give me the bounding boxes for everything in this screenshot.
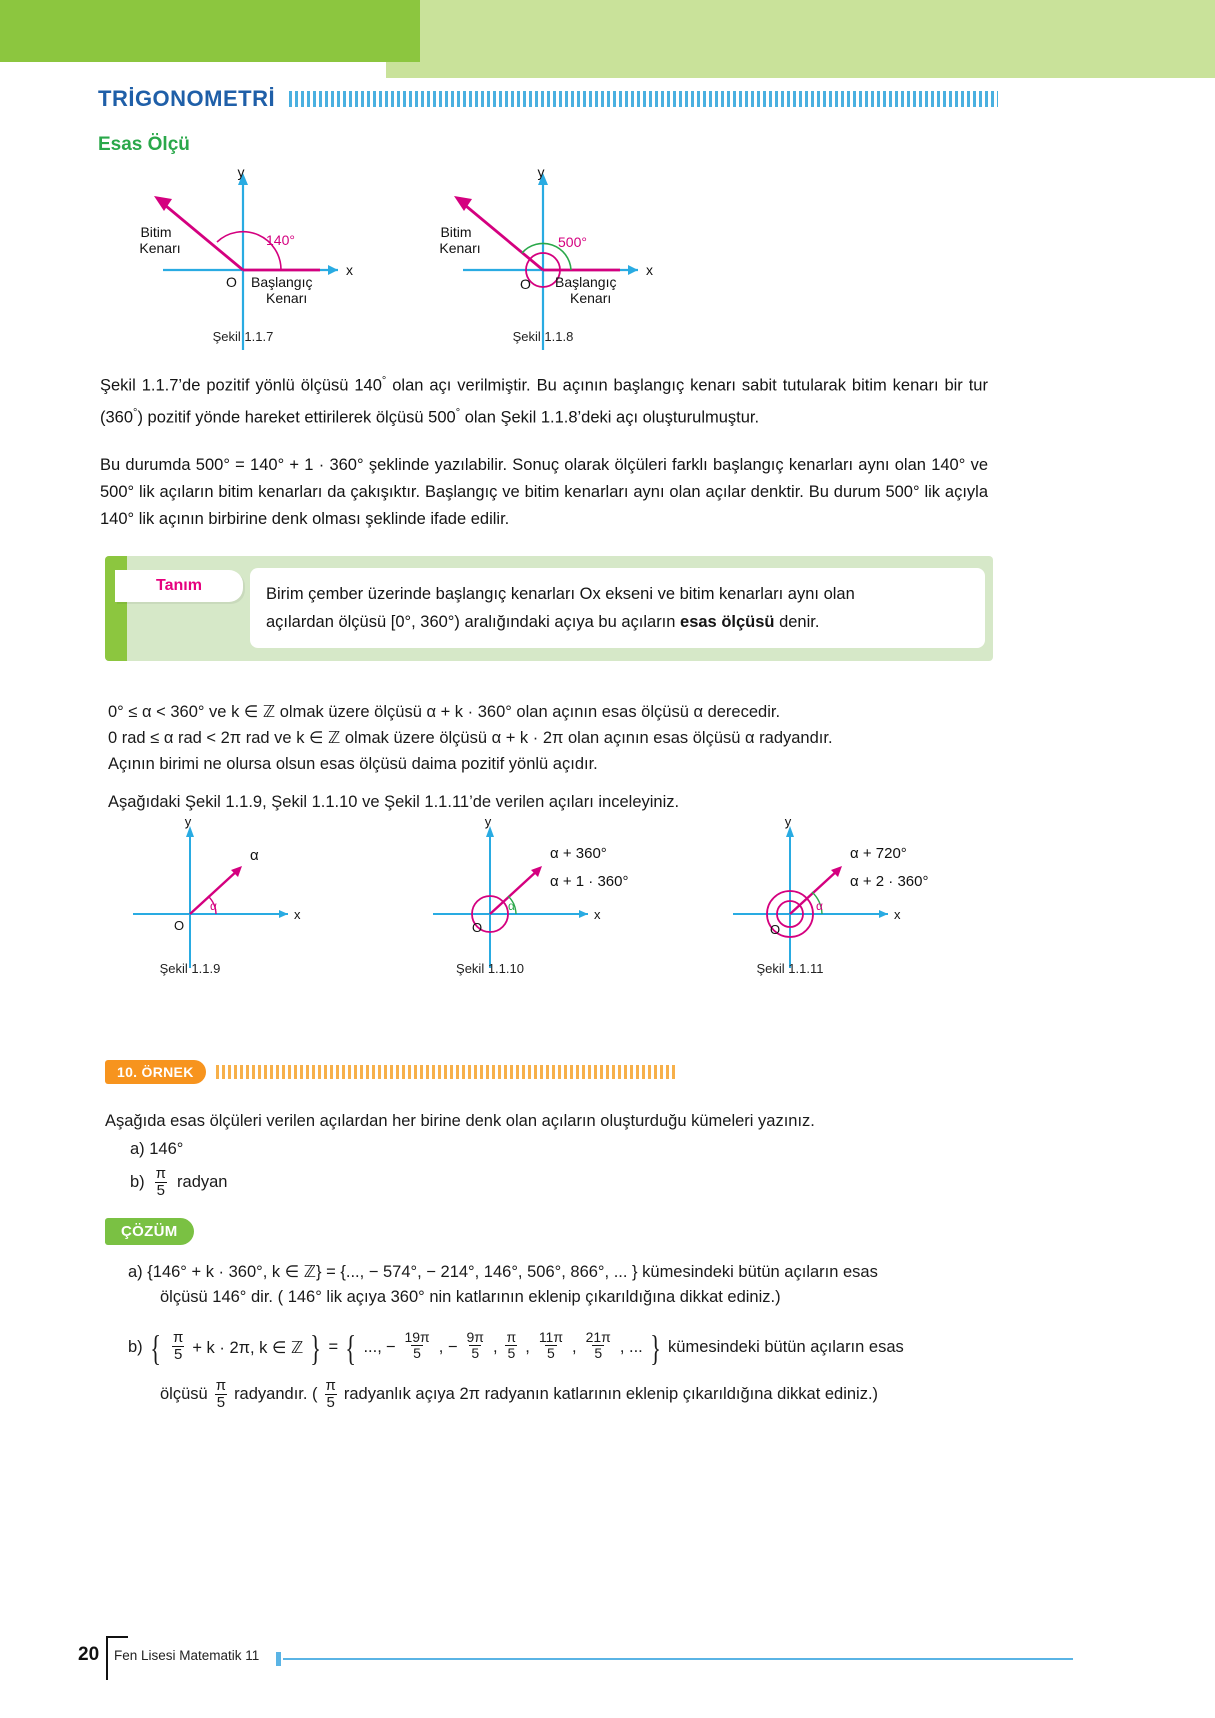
p2-equation: 500° = 140° + 1 · 360°: [195, 456, 364, 474]
figure-caption-1-1-8: Şekil 1.1.8: [512, 329, 574, 344]
start-side-label-line2: Kenarı: [570, 290, 612, 306]
solution-a-tail: kümesindeki bütün açıların esas: [642, 1263, 878, 1281]
example-banner: [105, 1058, 995, 1086]
angle-label-140: 140°: [266, 232, 295, 248]
definition-tab-label: Tanım: [115, 570, 243, 602]
solution-b-label: b): [128, 1338, 143, 1356]
axis-label-x: x: [346, 262, 353, 278]
definition-box: [105, 556, 993, 661]
figure-1-1-10-label-top: α + 360°: [550, 845, 607, 862]
fraction-numerator: π: [172, 1329, 184, 1346]
degree-sign: °: [455, 406, 461, 419]
fraction-numerator: π: [506, 1329, 517, 1345]
figure-caption-1-1-11: Şekil 1.1.11: [756, 961, 824, 976]
figure-caption-1-1-7: Şekil 1.1.7: [212, 329, 274, 344]
example-item-a: a) 146°: [130, 1140, 184, 1158]
example-tag: 10. ÖRNEK: [105, 1060, 206, 1084]
solution-item-b-line2: [160, 1378, 1010, 1411]
fraction-denominator: 5: [547, 1344, 555, 1361]
solution-a2-val2: 146°: [287, 1288, 322, 1306]
example-item-b-suffix: radyan: [177, 1172, 228, 1191]
b-item-5-sign: ,: [572, 1338, 577, 1356]
axis-label-y: y: [784, 818, 792, 829]
solution-b-set-rest: + k · 2π, k ∈ ℤ: [192, 1339, 304, 1357]
fraction-denominator: 5: [156, 1181, 166, 1199]
p1-tour: (360: [100, 408, 134, 426]
fraction-numerator: π: [325, 1377, 336, 1394]
p2-val2: 500°: [100, 483, 135, 501]
axis-label-y: y: [184, 818, 192, 829]
p1-seg4: olan Şekil 1.1.8’deki açı oluşturulmuştur.: [460, 408, 760, 426]
paragraph-1: [100, 368, 988, 431]
solution-b-fraction-pi-5: [171, 1330, 185, 1363]
fraction-denominator: 5: [173, 1345, 183, 1363]
b-item-2-fraction: [465, 1330, 486, 1360]
p1-seg3: ) pozitif yönde hareket ettirilerek ölçüsü: [137, 408, 429, 426]
fraction-numerator: 11π: [538, 1329, 564, 1345]
solution-item-a-line1: [128, 1258, 998, 1287]
figure-1-1-7-and-1-1-8: [98, 165, 998, 350]
b-item-1-sign: −: [385, 1338, 396, 1356]
solution-b2-fraction-1: [214, 1378, 228, 1411]
p2-seg3: ve: [965, 456, 988, 474]
origin-label: O: [472, 920, 483, 935]
degree-sign: °: [133, 406, 138, 419]
fraction-denominator: 5: [216, 1393, 226, 1411]
fraction-numerator: 21π: [585, 1329, 611, 1345]
fraction-numerator: π: [155, 1165, 167, 1182]
origin-label: O: [520, 276, 531, 292]
p2-seg4: lik açıların bitim kenarları da çakışıktır. Başlangıç ve bitim kenarları aynı olan açılar denktir. Bu durum: [134, 483, 886, 501]
fraction-denominator: 5: [594, 1344, 603, 1361]
footer-vertical-rule: [106, 1636, 108, 1680]
header-dash-rule: [289, 91, 998, 107]
right-brace-close: }: [650, 1328, 661, 1368]
footer-book-title: Fen Lisesi Matematik 11: [114, 1648, 260, 1663]
example-item-b: [130, 1166, 227, 1199]
axis-label-y: y: [237, 165, 245, 180]
b-item-2-sign: , −: [438, 1338, 458, 1356]
subsection-title: Esas Ölçü: [98, 134, 190, 155]
axis-label-x: x: [294, 907, 301, 922]
definition-line1: Birim çember üzerinde başlangıç kenarları Ox ekseni ve bitim kenarları aynı olan: [266, 585, 855, 603]
definition-line2-b: aralığındaki açıya bu açıların: [459, 613, 681, 631]
solution-tag: ÇÖZÜM: [105, 1218, 194, 1245]
p1-deg2: 500: [428, 408, 456, 426]
figure-caption-1-1-9: Şekil 1.1.9: [159, 961, 221, 976]
figure-1-1-11-label-top: α + 720°: [850, 845, 907, 862]
top-banner-light: [420, 0, 1215, 78]
solution-b2-pre: ölçüsü: [160, 1384, 208, 1403]
axis-label-x: x: [646, 262, 653, 278]
figure-row-bottom: [98, 818, 998, 988]
definition-text-card: [250, 568, 985, 648]
origin-label: O: [226, 274, 237, 290]
b-item-4-fraction: [537, 1330, 565, 1360]
definition-line2-c: denir.: [774, 613, 820, 631]
figures-1-1-9-to-1-1-11: [98, 818, 998, 988]
p2-val3: 500°: [885, 483, 920, 501]
b-item-4-sign: ,: [525, 1338, 530, 1356]
example-item-b-prefix: b): [130, 1172, 145, 1191]
start-side-label-line2: Kenarı: [266, 290, 308, 306]
degree-sign: °: [381, 375, 387, 387]
figure-1-1-9-label: α: [250, 847, 259, 864]
b-item-1-fraction: [402, 1330, 431, 1360]
solution-a2-tail: nin katlarının eklenip çıkarıldığına dikkat ediniz.): [424, 1288, 781, 1306]
solution-a-set-left: {146° + k · 360°, k ∈ ℤ}: [147, 1263, 322, 1281]
inner-angle-label: α: [816, 899, 823, 913]
solution-item-a-line2: [160, 1288, 1000, 1307]
fraction-denominator: 5: [413, 1344, 421, 1361]
solution-item-b-line1: [128, 1330, 1008, 1366]
inner-angle-label: α: [508, 899, 515, 913]
fraction-numerator: 9π: [466, 1329, 484, 1345]
figure-caption-1-1-10: Şekil 1.1.10: [456, 961, 524, 976]
solution-b-equals: =: [328, 1338, 339, 1356]
math-rule-degrees: 0° ≤ α < 360° ve k ∈ ℤ olmak üzere ölçüsü α + k · 360° olan açının esas ölçüsü α derecedir.: [108, 703, 781, 721]
start-side-label-line1: Başlangıç: [555, 274, 617, 290]
definition-bold-term: esas ölçüsü: [680, 613, 775, 631]
example-question: Aşağıda esas ölçüleri verilen açılardan her birine denk olan açıların oluşturduğu kümeleri yazınız.: [105, 1112, 815, 1130]
figure-1-1-8: [439, 165, 653, 350]
p2-seg1: Bu durumda: [100, 456, 196, 474]
figure-1-1-9: [133, 818, 301, 976]
b-item-5-fraction: [584, 1330, 613, 1360]
figure-1-1-10: [433, 818, 628, 976]
footer-rule: [283, 1658, 1073, 1660]
p2-val4: 140°: [100, 510, 135, 528]
solution-a-equals: =: [326, 1263, 336, 1281]
paragraph-2: [100, 452, 988, 533]
section-header: [98, 86, 998, 112]
figure-1-1-7: [139, 165, 353, 350]
solution-a-set-right: {..., − 574°, − 214°, 146°, 506°, 866°, ... }: [340, 1263, 638, 1281]
b-item-0-sign: ...,: [363, 1338, 382, 1356]
example-dash-rule: [216, 1065, 676, 1079]
right-brace-open: {: [345, 1328, 357, 1368]
b-item-3-sign: ,: [492, 1338, 498, 1356]
fraction-denominator: 5: [507, 1344, 516, 1361]
solution-b2-mid2: radyanlık açıya 2π radyanın katlarının eklenip çıkarıldığına dikkat ediniz.): [343, 1384, 879, 1403]
end-side-label-line1: Bitim: [440, 224, 472, 240]
origin-label: O: [174, 918, 185, 933]
footer-horizontal-tick: [106, 1636, 128, 1638]
end-side-label-line2: Kenarı: [139, 240, 181, 256]
p2-seg6: lik açının birbirine denk olması şeklinde ifade edilir.: [134, 510, 510, 528]
solution-a-label: a): [128, 1263, 143, 1281]
solution-b2-mid: radyandır. (: [234, 1384, 318, 1403]
solution-a2-val3: 360°: [390, 1288, 425, 1306]
p1-seg1: Şekil 1.1.7’de pozitif yönlü ölçüsü: [100, 376, 355, 395]
end-side-label-line1: Bitim: [140, 224, 172, 240]
definition-interval: [0°, 360°): [390, 613, 460, 631]
b-item-3-fraction: [505, 1330, 519, 1360]
origin-label: O: [770, 922, 781, 937]
math-figures-intro: Aşağıdaki Şekil 1.1.9, Şekil 1.1.10 ve Şekil 1.1.11’de verilen açıları inceleyiniz.: [108, 793, 680, 811]
figure-1-1-11: [733, 818, 928, 976]
end-side-label-line2: Kenarı: [439, 240, 481, 256]
axis-label-x: x: [894, 907, 901, 922]
p2-seg2: şeklinde yazılabilir. Sonuç olarak ölçüleri farklı başlangıç kenarları aynı olan: [363, 456, 932, 474]
axis-label-x: x: [594, 907, 601, 922]
math-rule-radians: 0 rad ≤ α rad < 2π rad ve k ∈ ℤ olmak üzere ölçüsü α + k · 2π olan açının esas ölçüsü α radyandır.: [108, 729, 833, 747]
fraction-numerator: 19π: [404, 1329, 430, 1345]
start-side-label-line1: Başlangıç: [251, 274, 313, 290]
footer-line-cap: [276, 1652, 281, 1666]
left-brace-close: }: [310, 1328, 322, 1368]
page-footer: [78, 1640, 1138, 1680]
top-banner-dark: [0, 0, 420, 62]
solution-a2-pre: ölçüsü: [160, 1288, 213, 1306]
axis-label-y: y: [484, 818, 492, 829]
figure-1-1-11-label-second: α + 2 · 360°: [850, 873, 929, 890]
inner-angle-label: α: [210, 899, 217, 913]
example-item-b-fraction: [154, 1166, 168, 1199]
p2-seg5: lik açıyla: [919, 483, 988, 501]
p2-val1: 140°: [931, 456, 966, 474]
math-rule-note: Açının birimi ne olursa olsun esas ölçüsü daima pozitif yönlü açıdır.: [108, 755, 598, 773]
fraction-numerator: π: [215, 1377, 227, 1394]
angle-label-500: 500°: [558, 234, 587, 250]
page-title: TRİGONOMETRİ: [98, 86, 276, 111]
axis-label-y: y: [537, 165, 545, 180]
p1-deg1: 140: [354, 376, 382, 395]
fraction-denominator: 5: [471, 1344, 480, 1361]
solution-b-tail: kümesindeki bütün açıların esas: [668, 1338, 904, 1356]
definition-line2-a: açılardan ölçüsü: [266, 613, 391, 631]
p1-seg2: olan açı verilmiştir. Bu açının başlangıç kenarı sabit tutularak bitim kenarı bir tur: [386, 376, 988, 395]
solution-a2-mid2: lik açıya: [321, 1288, 391, 1306]
fraction-denominator: 5: [326, 1393, 335, 1411]
solution-b2-fraction-2: [324, 1378, 338, 1411]
left-brace-open: {: [149, 1328, 161, 1368]
page-number: 20: [78, 1644, 100, 1665]
b-item-6-sign: , ...: [619, 1338, 643, 1356]
figure-1-1-10-label-second: α + 1 · 360°: [550, 873, 629, 890]
solution-a2-mid: dir. (: [246, 1288, 288, 1306]
figure-row-top: [98, 165, 998, 350]
solution-a2-val: 146°: [212, 1288, 247, 1306]
